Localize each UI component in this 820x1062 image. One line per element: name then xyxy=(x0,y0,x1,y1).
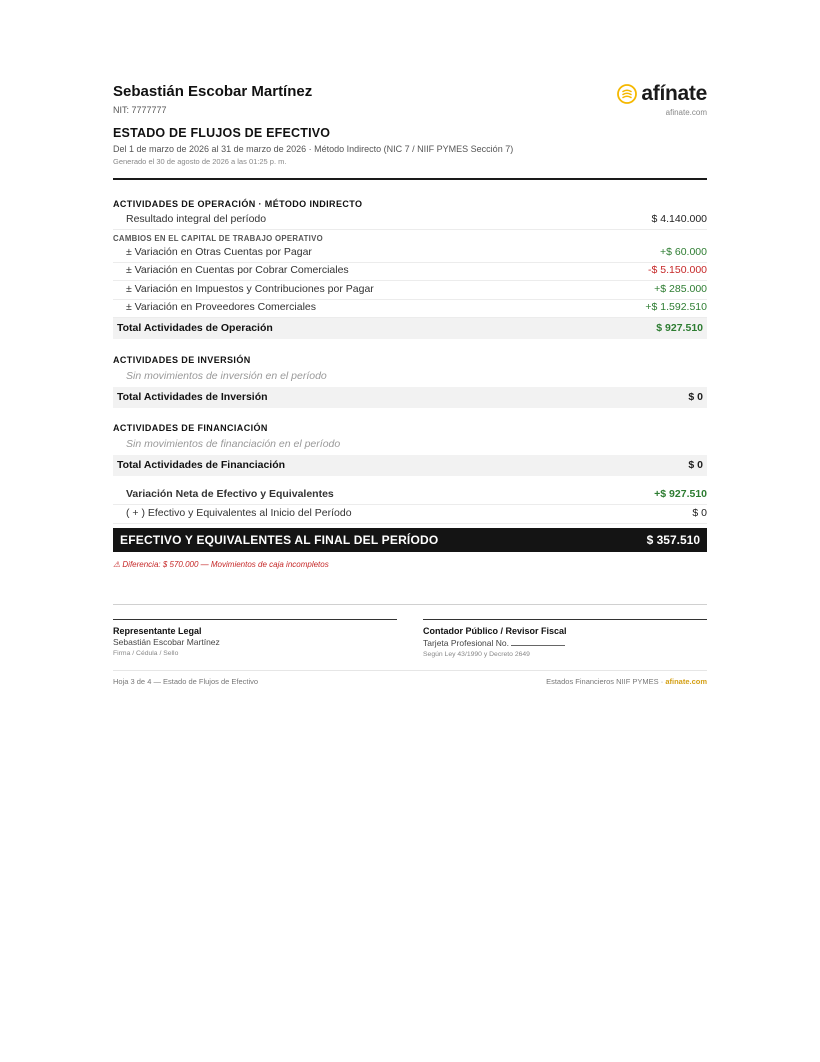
logo-url: afinate.com xyxy=(665,108,707,117)
section-title-financiacion: ACTIVIDADES DE FINANCIACIÓN xyxy=(113,423,268,433)
row-label: ± Variación en Proveedores Comerciales xyxy=(126,301,316,313)
footer-divider xyxy=(113,670,707,671)
efectivo-inicio-row xyxy=(113,505,707,524)
contador-note: Según Ley 43/1990 y Decreto 2649 xyxy=(423,651,530,658)
total-inversion-value: $ 0 xyxy=(688,391,703,403)
subsection-title-cambios: CAMBIOS EN EL CAPITAL DE TRABAJO OPERATIVO xyxy=(113,234,323,243)
footer-brand: afinate.com xyxy=(665,677,707,686)
inversion-empty-note: Sin movimientos de inversión en el período xyxy=(126,370,327,382)
total-operacion-value: $ 927.510 xyxy=(656,322,703,334)
variacion-neta-row xyxy=(113,486,707,505)
document-title: ESTADO DE FLUJOS DE EFECTIVO xyxy=(113,126,331,140)
signature-line xyxy=(113,619,397,620)
resultado-row xyxy=(113,211,707,230)
diferencia-warning: ⚠ Diferencia: $ 570.000 — Movimientos de caja incompletos xyxy=(113,560,329,569)
section-title-operacion: ACTIVIDADES DE OPERACIÓN · MÉTODO INDIRECTO xyxy=(113,199,363,209)
table-row xyxy=(113,244,707,263)
representante-title: Representante Legal xyxy=(113,626,202,636)
footer-right-text: Estados Financieros NIIF PYMES · xyxy=(546,677,664,686)
total-financiacion-label: Total Actividades de Financiación xyxy=(117,459,286,471)
total-inversion-label: Total Actividades de Inversión xyxy=(117,391,268,403)
document-page xyxy=(113,80,707,686)
row-value: +$ 60.000 xyxy=(659,246,707,258)
row-value: +$ 285.000 xyxy=(654,283,707,295)
representante-note: Firma / Cédula / Sello xyxy=(113,650,179,657)
section-title-inversion: ACTIVIDADES DE INVERSIÓN xyxy=(113,355,251,365)
total-financiacion-row xyxy=(113,455,707,476)
signature-representante xyxy=(113,619,397,657)
logo-text: afínate xyxy=(641,82,707,105)
table-row xyxy=(113,262,707,281)
signature-line xyxy=(423,619,707,620)
contador-tp xyxy=(423,637,707,648)
efectivo-inicio-label: ( + ) Efectivo y Equivalentes al Inicio del Período xyxy=(126,507,352,519)
total-operacion-label: Total Actividades de Operación xyxy=(117,322,273,334)
footer-right xyxy=(546,677,707,686)
variacion-neta-value: +$ 927.510 xyxy=(654,488,707,500)
resultado-value: $ 4.140.000 xyxy=(651,213,707,225)
row-label: ± Variación en Otras Cuentas por Pagar xyxy=(126,246,312,258)
efectivo-inicio-value: $ 0 xyxy=(692,507,707,519)
financiacion-empty-note: Sin movimientos de financiación en el período xyxy=(126,438,341,450)
representante-name: Sebastián Escobar Martínez xyxy=(113,637,220,647)
document-header xyxy=(113,80,707,172)
total-operacion-row xyxy=(113,318,707,339)
page-footer xyxy=(113,677,707,686)
efectivo-final-label: EFECTIVO Y EQUIVALENTES AL FINAL DEL PERÍODO xyxy=(120,533,439,547)
row-value: -$ 5.150.000 xyxy=(648,264,707,276)
company-name: Sebastián Escobar Martínez xyxy=(113,83,313,100)
contador-tp-label: Tarjeta Profesional No. xyxy=(423,638,509,648)
table-row xyxy=(113,281,707,300)
company-nit: NIT: 7777777 xyxy=(113,105,167,115)
signature-divider xyxy=(113,604,707,605)
resultado-label: Resultado integral del período xyxy=(126,213,267,225)
footer-left: Hoja 3 de 4 — Estado de Flujos de Efectivo xyxy=(113,677,259,686)
tp-blank-line xyxy=(511,637,565,646)
total-inversion-row xyxy=(113,387,707,408)
contador-title: Contador Público / Revisor Fiscal xyxy=(423,626,567,636)
efectivo-final-bar xyxy=(113,528,707,552)
logo-icon xyxy=(617,84,637,104)
variacion-neta-label: Variación Neta de Efectivo y Equivalentes xyxy=(126,488,334,500)
header-divider xyxy=(113,178,707,180)
row-value: +$ 1.592.510 xyxy=(645,301,707,313)
efectivo-final-value: $ 357.510 xyxy=(646,533,700,547)
brand-logo xyxy=(617,82,707,106)
row-label: ± Variación en Impuestos y Contribuciones por Pagar xyxy=(126,283,374,295)
signature-contador xyxy=(423,619,707,658)
table-row xyxy=(113,299,707,318)
generated-timestamp: Generado el 30 de agosto de 2026 a las 01:25 p. m. xyxy=(113,157,287,166)
document-period: Del 1 de marzo de 2026 al 31 de marzo de 2026 · Método Indirecto (NIC 7 / NIIF PYMES Sección 7) xyxy=(113,144,514,154)
row-label: ± Variación en Cuentas por Cobrar Comerciales xyxy=(126,264,349,276)
total-financiacion-value: $ 0 xyxy=(688,459,703,471)
